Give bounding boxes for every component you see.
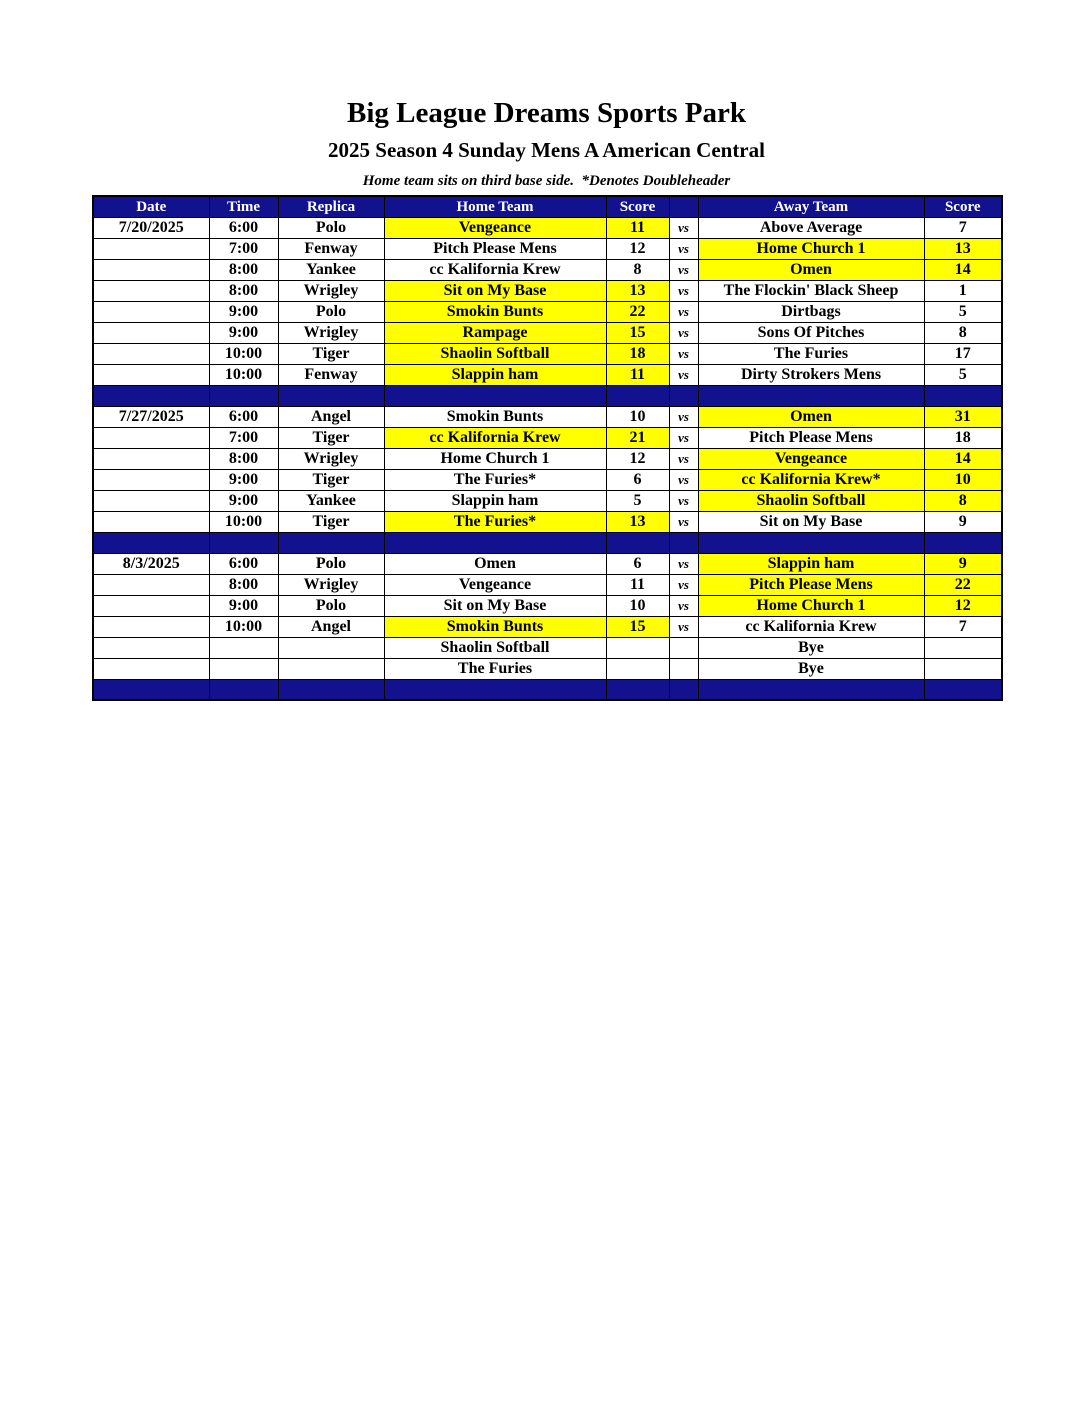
home-score-cell: 6 [606,553,669,574]
away-team-cell: Dirtbags [698,301,924,322]
home-score-cell [606,637,669,658]
date-cell: 7/27/2025 [93,406,209,427]
away-team-cell: Home Church 1 [698,595,924,616]
vs-label: vs [669,238,698,259]
home-score-cell: 6 [606,469,669,490]
separator-cell [669,532,698,553]
game-row [93,574,1002,595]
vs-label: vs [669,448,698,469]
away-score-cell: 1 [924,280,1002,301]
home-score-cell: 18 [606,343,669,364]
column-header-away-team: Away Team [698,196,924,217]
away-score-cell: 12 [924,595,1002,616]
separator-cell [278,532,384,553]
header-row [93,196,1002,217]
game-row [93,238,1002,259]
vs-label: vs [669,301,698,322]
separator-cell [93,532,209,553]
away-score-cell: 7 [924,217,1002,238]
away-score-cell: 7 [924,616,1002,637]
vs-label: vs [669,511,698,532]
date-cell: 7/20/2025 [93,217,209,238]
home-team-cell: cc Kalifornia Krew [384,259,606,280]
replica-cell: Polo [278,217,384,238]
away-score-cell: 14 [924,448,1002,469]
separator-cell [278,679,384,700]
home-team-cell: Slappin ham [384,364,606,385]
separator-cell [384,532,606,553]
home-team-cell: Omen [384,553,606,574]
replica-cell: Polo [278,301,384,322]
home-team-cell: The Furies* [384,469,606,490]
date-cell [93,280,209,301]
home-team-cell: Smokin Bunts [384,301,606,322]
separator-cell [278,385,384,406]
game-row [93,259,1002,280]
replica-cell: Tiger [278,427,384,448]
home-score-cell: 12 [606,448,669,469]
home-score-cell [606,658,669,679]
date-cell [93,511,209,532]
vs-label: vs [669,427,698,448]
date-cell [93,469,209,490]
separator-cell [384,385,606,406]
home-team-cell: Vengeance [384,574,606,595]
time-cell: 9:00 [209,322,278,343]
home-score-cell: 21 [606,427,669,448]
vs-label: vs [669,595,698,616]
home-team-cell: Slappin ham [384,490,606,511]
away-team-cell: cc Kalifornia Krew* [698,469,924,490]
vs-label: vs [669,406,698,427]
away-score-cell: 5 [924,301,1002,322]
home-team-cell: Smokin Bunts [384,406,606,427]
column-header-home-team: Home Team [384,196,606,217]
page-subtitle: 2025 Season 4 Sunday Mens A American Central [328,137,765,162]
time-cell: 10:00 [209,511,278,532]
separator-cell [698,385,924,406]
column-header-time: Time [209,196,278,217]
separator-cell [606,385,669,406]
replica-cell: Tiger [278,469,384,490]
date-cell [93,595,209,616]
replica-cell: Yankee [278,259,384,280]
home-score-cell: 13 [606,280,669,301]
replica-cell: Wrigley [278,574,384,595]
away-score-cell: 9 [924,511,1002,532]
separator-row [93,532,1002,553]
column-header-vs [669,196,698,217]
game-row [93,406,1002,427]
game-row [93,511,1002,532]
game-row [93,616,1002,637]
separator-cell [606,679,669,700]
page-header [92,0,1001,189]
home-score-cell: 22 [606,301,669,322]
home-team-cell: The Furies [384,658,606,679]
away-score-cell: 13 [924,238,1002,259]
away-score-cell: 14 [924,259,1002,280]
table-header [93,196,1002,217]
game-row [93,427,1002,448]
away-score-cell: 10 [924,469,1002,490]
replica-cell: Polo [278,595,384,616]
date-cell [93,637,209,658]
away-team-cell: Omen [698,259,924,280]
home-score-cell: 10 [606,406,669,427]
vs-label [669,637,698,658]
table-body [93,217,1002,700]
vs-label: vs [669,322,698,343]
away-team-cell: Dirty Strokers Mens [698,364,924,385]
away-team-cell: Bye [698,658,924,679]
home-team-cell: Smokin Bunts [384,616,606,637]
date-cell [93,490,209,511]
away-score-cell: 8 [924,490,1002,511]
away-score-cell: 9 [924,553,1002,574]
time-cell: 10:00 [209,616,278,637]
away-team-cell: Above Average [698,217,924,238]
home-score-cell: 11 [606,217,669,238]
game-row [93,280,1002,301]
time-cell [209,637,278,658]
away-score-cell [924,637,1002,658]
away-team-cell: Sons Of Pitches [698,322,924,343]
separator-cell [93,679,209,700]
time-cell: 9:00 [209,301,278,322]
replica-cell: Angel [278,616,384,637]
page-title: Big League Dreams Sports Park [346,97,746,129]
replica-cell: Angel [278,406,384,427]
replica-cell [278,637,384,658]
home-team-cell: Shaolin Softball [384,637,606,658]
home-team-cell: Home Church 1 [384,448,606,469]
away-team-cell: The Flockin' Black Sheep [698,280,924,301]
vs-label: vs [669,616,698,637]
game-row [93,364,1002,385]
game-row [93,448,1002,469]
replica-cell: Fenway [278,364,384,385]
away-score-cell: 22 [924,574,1002,595]
separator-cell [924,532,1002,553]
game-row [93,217,1002,238]
away-score-cell: 18 [924,427,1002,448]
separator-cell [93,385,209,406]
vs-label: vs [669,364,698,385]
time-cell: 8:00 [209,280,278,301]
time-cell: 7:00 [209,427,278,448]
away-team-cell: cc Kalifornia Krew [698,616,924,637]
home-team-cell: Rampage [384,322,606,343]
replica-cell: Tiger [278,343,384,364]
away-team-cell: Pitch Please Mens [698,427,924,448]
time-cell: 6:00 [209,406,278,427]
away-team-cell: The Furies [698,343,924,364]
home-score-cell: 5 [606,490,669,511]
separator-cell [924,679,1002,700]
time-cell: 9:00 [209,595,278,616]
separator-row [93,679,1002,700]
game-row [93,658,1002,679]
away-score-cell: 5 [924,364,1002,385]
game-row [93,322,1002,343]
game-row [93,343,1002,364]
vs-label: vs [669,574,698,595]
vs-label: vs [669,343,698,364]
time-cell: 7:00 [209,238,278,259]
away-team-cell: Shaolin Softball [698,490,924,511]
away-team-cell: Bye [698,637,924,658]
replica-cell [278,658,384,679]
date-cell: 8/3/2025 [93,553,209,574]
separator-cell [606,532,669,553]
time-cell: 8:00 [209,574,278,595]
separator-cell [209,385,278,406]
replica-cell: Polo [278,553,384,574]
separator-cell [209,679,278,700]
replica-cell: Wrigley [278,448,384,469]
game-row [93,595,1002,616]
game-row [93,490,1002,511]
time-cell [209,658,278,679]
away-team-cell: Sit on My Base [698,511,924,532]
home-score-cell: 11 [606,574,669,595]
separator-row [93,385,1002,406]
separator-cell [698,532,924,553]
replica-cell: Tiger [278,511,384,532]
replica-cell: Fenway [278,238,384,259]
date-cell [93,427,209,448]
game-row [93,637,1002,658]
home-score-cell: 15 [606,322,669,343]
date-cell [93,301,209,322]
vs-label: vs [669,469,698,490]
time-cell: 10:00 [209,364,278,385]
game-row [93,469,1002,490]
replica-cell: Yankee [278,490,384,511]
separator-cell [924,385,1002,406]
date-cell [93,322,209,343]
vs-label: vs [669,259,698,280]
home-team-cell: Sit on My Base [384,595,606,616]
home-team-cell: Shaolin Softball [384,343,606,364]
date-cell [93,616,209,637]
date-cell [93,448,209,469]
date-cell [93,658,209,679]
date-cell [93,259,209,280]
home-score-cell: 13 [606,511,669,532]
time-cell: 6:00 [209,553,278,574]
home-score-cell: 8 [606,259,669,280]
time-cell: 10:00 [209,343,278,364]
home-score-cell: 15 [606,616,669,637]
home-team-cell: The Furies* [384,511,606,532]
replica-cell: Wrigley [278,322,384,343]
away-team-cell: Home Church 1 [698,238,924,259]
home-score-cell: 12 [606,238,669,259]
home-team-cell: Pitch Please Mens [384,238,606,259]
separator-cell [669,385,698,406]
time-cell: 8:00 [209,259,278,280]
separator-cell [384,679,606,700]
home-team-cell: cc Kalifornia Krew [384,427,606,448]
schedule-table [92,195,1003,701]
away-team-cell: Slappin ham [698,553,924,574]
away-team-cell: Omen [698,406,924,427]
away-score-cell [924,658,1002,679]
vs-label [669,658,698,679]
vs-label: vs [669,280,698,301]
column-header-replica: Replica [278,196,384,217]
time-cell: 8:00 [209,448,278,469]
separator-cell [209,532,278,553]
schedule-note: Home team sits on third base side. *Denotes Doubleheader [362,172,731,189]
time-cell: 6:00 [209,217,278,238]
home-score-cell: 11 [606,364,669,385]
replica-cell: Wrigley [278,280,384,301]
vs-label: vs [669,553,698,574]
home-score-cell: 10 [606,595,669,616]
column-header-score: Score [924,196,1002,217]
date-cell [93,238,209,259]
away-team-cell: Vengeance [698,448,924,469]
date-cell [93,364,209,385]
game-row [93,553,1002,574]
vs-label: vs [669,490,698,511]
time-cell: 9:00 [209,469,278,490]
separator-cell [669,679,698,700]
game-row [93,301,1002,322]
away-score-cell: 17 [924,343,1002,364]
away-score-cell: 31 [924,406,1002,427]
home-team-cell: Sit on My Base [384,280,606,301]
column-header-date: Date [93,196,209,217]
date-cell [93,343,209,364]
home-team-cell: Vengeance [384,217,606,238]
column-header-score: Score [606,196,669,217]
date-cell [93,574,209,595]
time-cell: 9:00 [209,490,278,511]
vs-label: vs [669,217,698,238]
away-team-cell: Pitch Please Mens [698,574,924,595]
separator-cell [698,679,924,700]
away-score-cell: 8 [924,322,1002,343]
